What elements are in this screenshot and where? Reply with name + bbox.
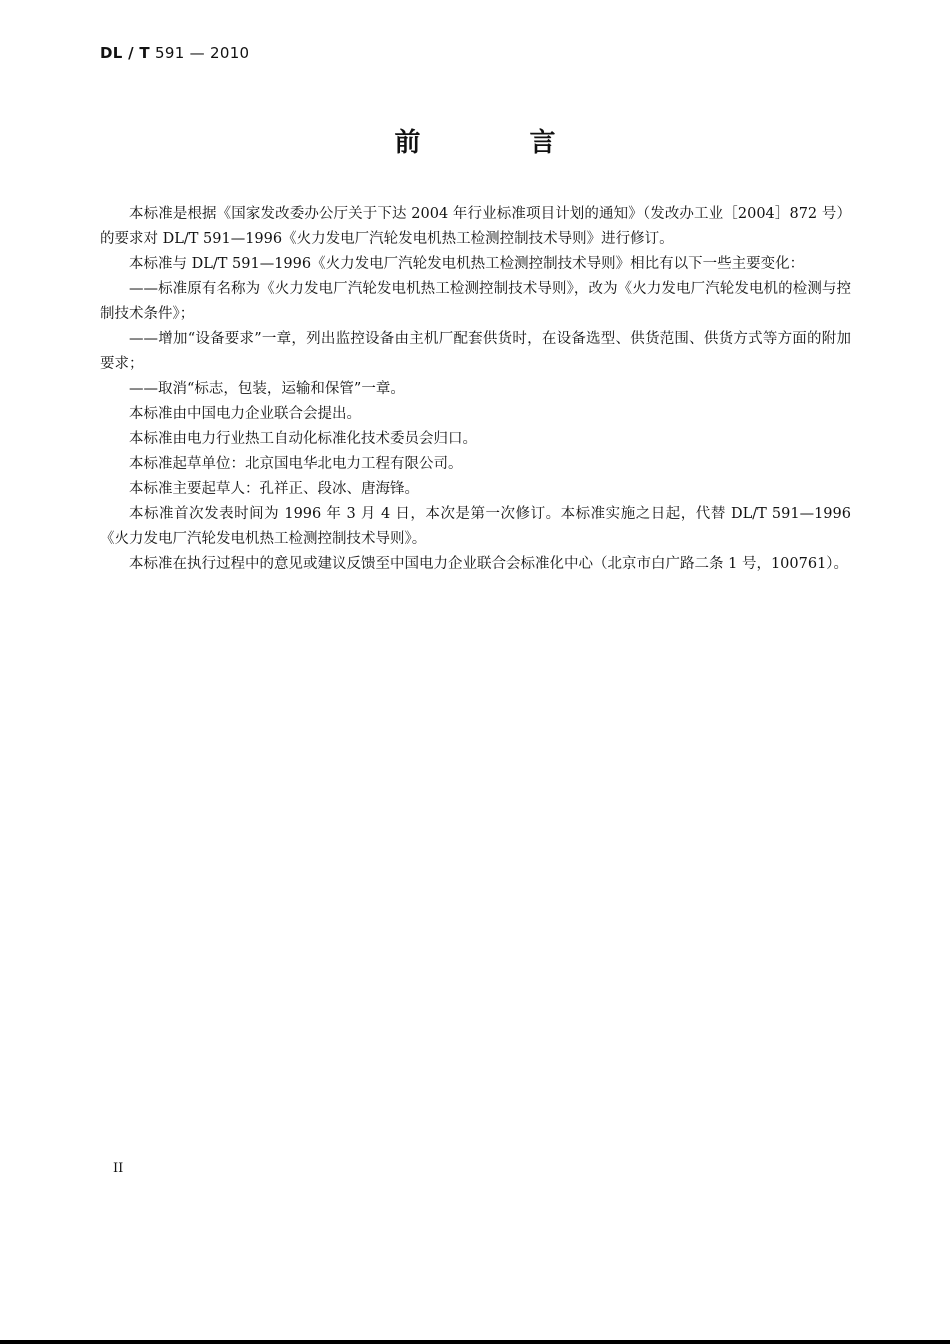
paragraph: 本标准是根据《国家发改委办公厅关于下达 2004 年行业标准项目计划的通知》（发改办工业［2004］872 号）的要求对 DL/T 591—1996《火力发电厂汽轮发电机热工检测控制技术导则》进行修订。 (100, 206, 851, 247)
standard-code: DL / T (100, 44, 150, 62)
standard-number: 591 — 2010 (155, 44, 250, 62)
list-item: ——取消“标志，包装，运输和保管”一章。 (129, 381, 405, 397)
bottom-rule (0, 1340, 950, 1344)
list-item: ——标准原有名称为《火力发电厂汽轮发电机热工检测控制技术导则》，改为《火力发电厂汽轮发电机的检测与控制技术条件》； (100, 281, 851, 322)
list-item: ——增加“设备要求”一章，列出监控设备由主机厂配套供货时，在设备选型、供货范围、供货方式等方面的附加要求； (100, 331, 851, 372)
page-number: II (113, 1161, 124, 1176)
paragraph: 本标准由中国电力企业联合会提出。 (129, 406, 361, 422)
paragraph: 本标准由电力行业热工自动化标准化技术委员会归口。 (129, 431, 477, 447)
page-title: 前 言 (394, 128, 606, 158)
foreword-body (100, 202, 851, 577)
paragraph: 本标准起草单位：北京国电华北电力工程有限公司。 (129, 456, 463, 472)
paragraph: 本标准在执行过程中的意见或建议反馈至中国电力企业联合会标准化中心（北京市白广路二条 1 号，100761）。 (129, 556, 849, 572)
paragraph: 本标准与 DL/T 591—1996《火力发电厂汽轮发电机热工检测控制技术导则》相比有以下一些主要变化： (129, 256, 805, 272)
paragraph: 本标准首次发表时间为 1996 年 3 月 4 日，本次是第一次修订。本标准实施之日起，代替 DL/T 591—1996《火力发电厂汽轮发电机热工检测控制技术导则》。 (100, 506, 851, 547)
document-header (100, 44, 249, 62)
paragraph: 本标准主要起草人：孔祥正、段冰、唐海锋。 (129, 481, 419, 497)
